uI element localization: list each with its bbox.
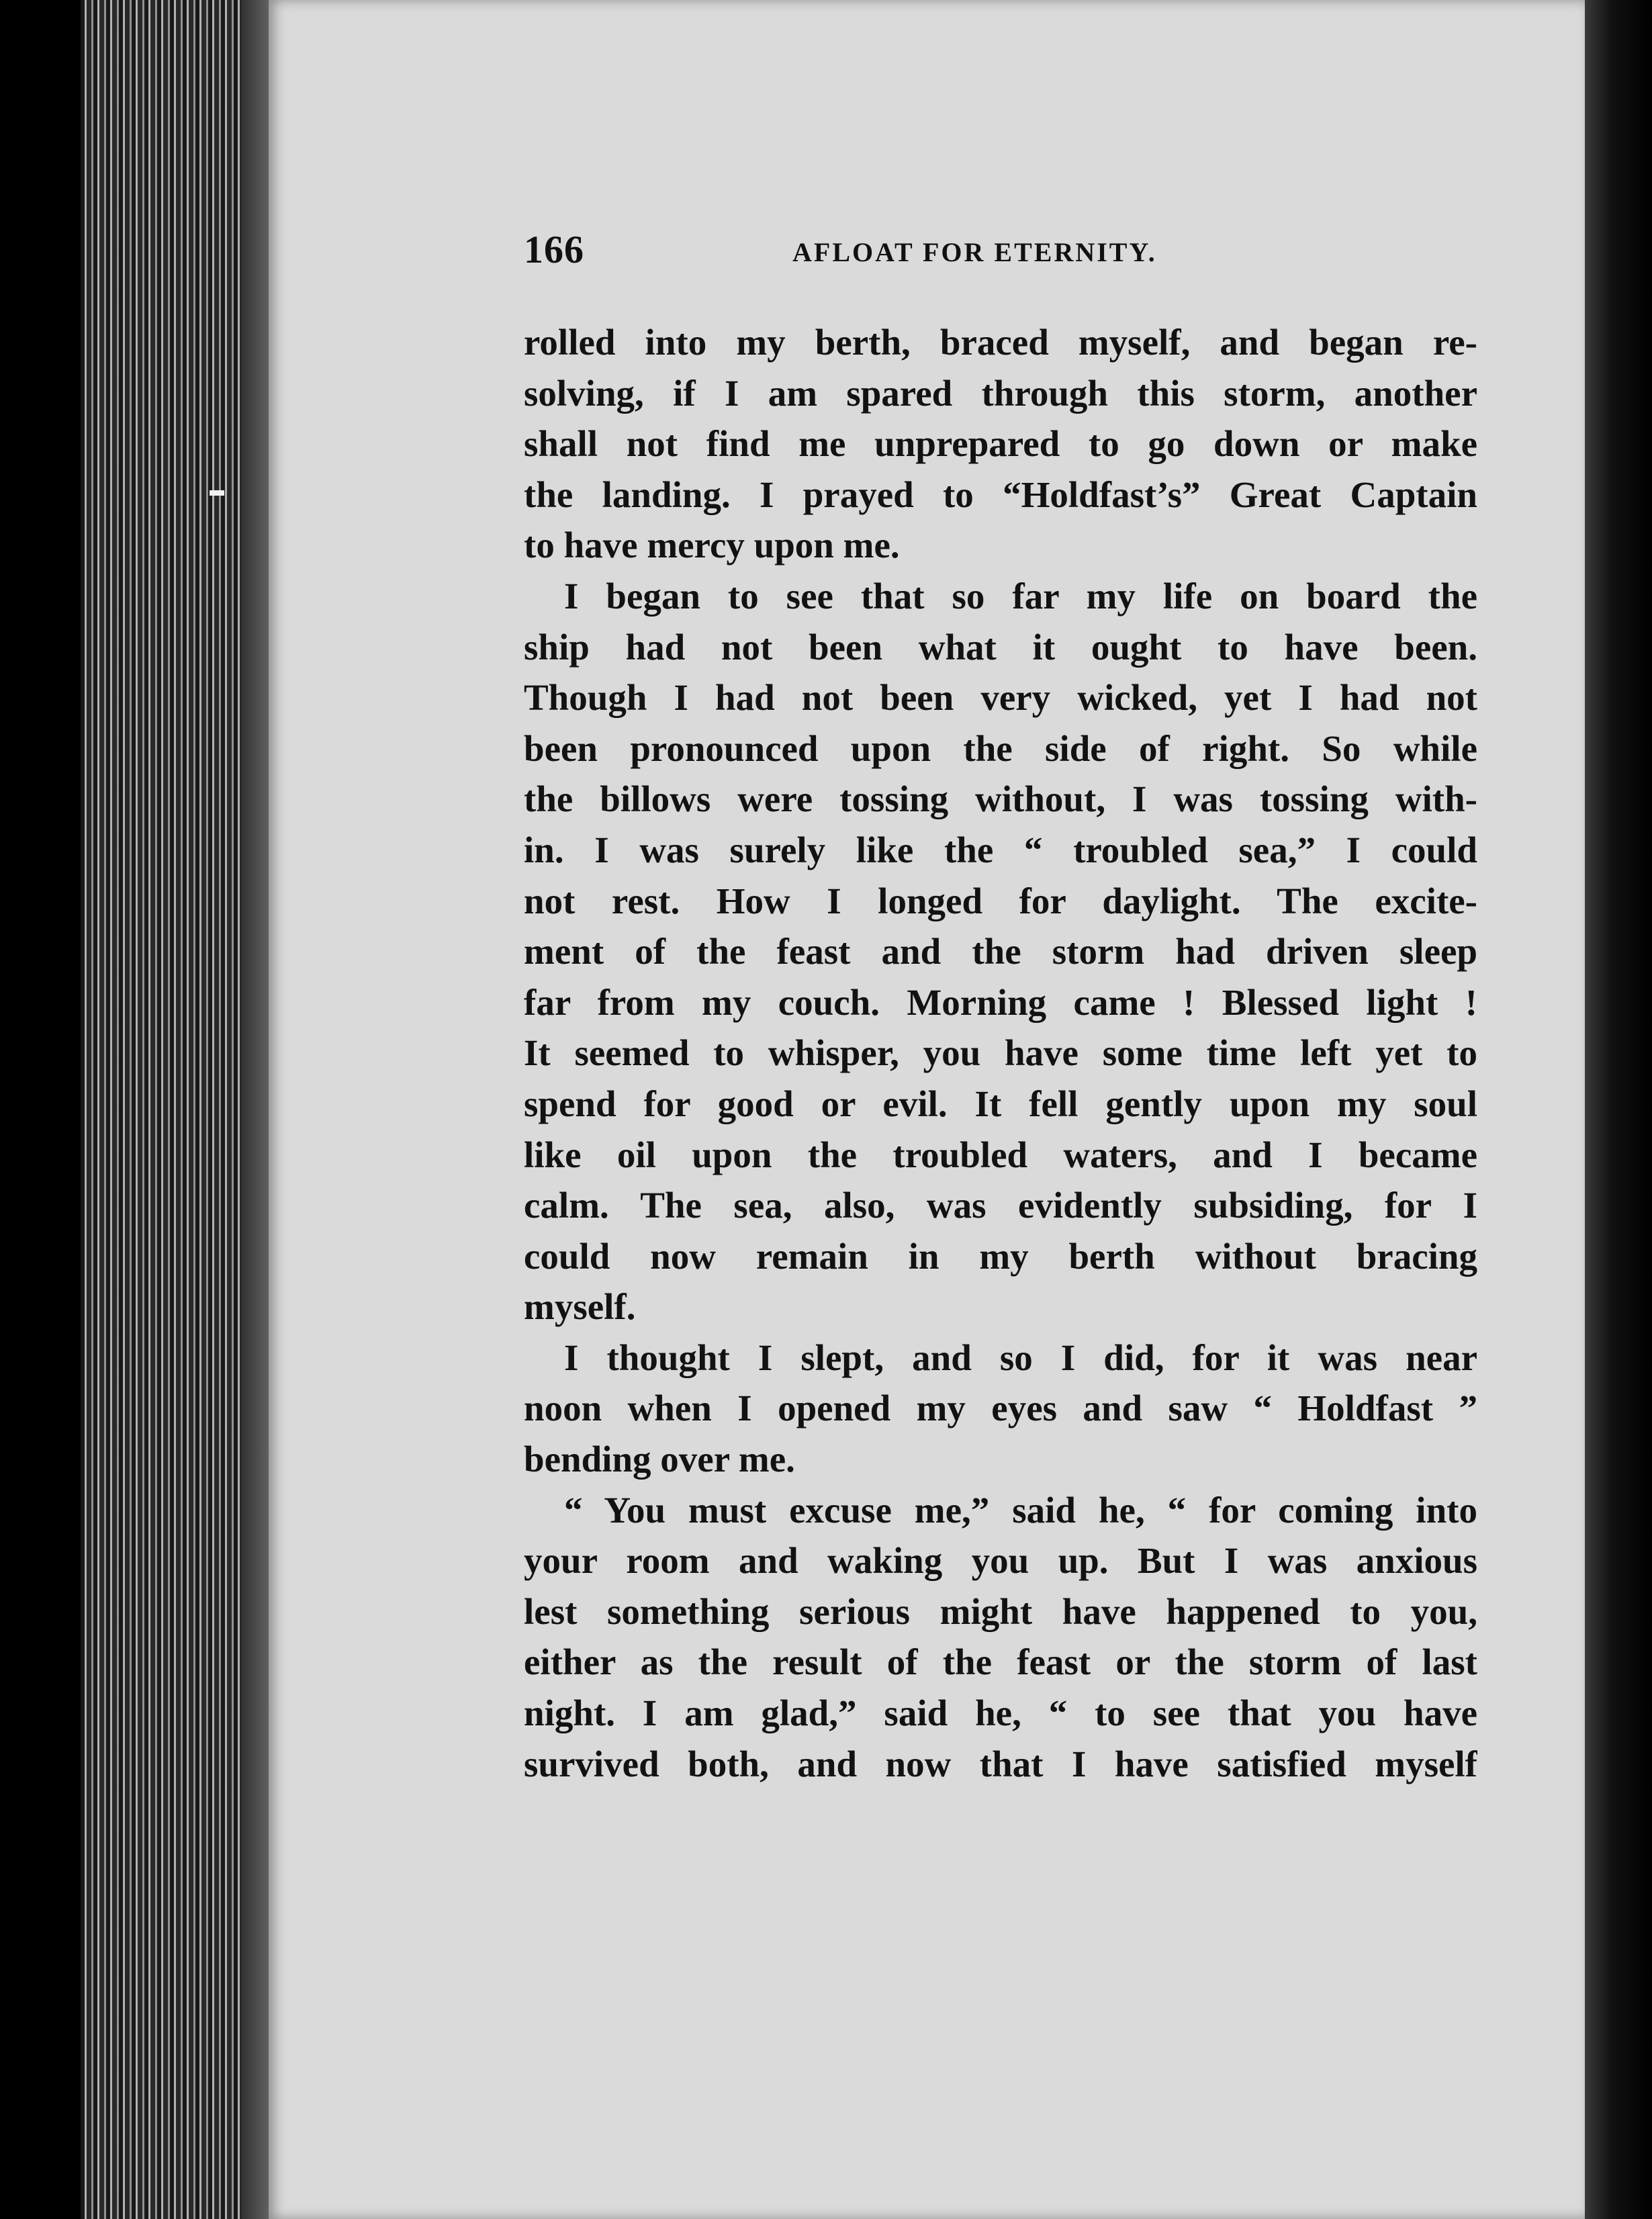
- text-line: rolled into my berth, braced myself, and began re-: [524, 322, 1477, 363]
- text-line: I thought I slept, and so I did, for it was near: [564, 1337, 1477, 1378]
- facing-page-edge: [1585, 0, 1652, 2219]
- text-line: “ You must excuse me,” said he, “ for coming into: [564, 1489, 1477, 1531]
- text-line: could now remain in my berth without bracing: [524, 1235, 1477, 1277]
- scan-speck: [210, 490, 224, 496]
- text-line: Though I had not been very wicked, yet I had not: [524, 677, 1477, 719]
- text-line: calm. The sea, also, was evidently subsiding, for I: [524, 1185, 1477, 1226]
- text-line: like oil upon the troubled waters, and I became: [524, 1134, 1477, 1175]
- text-line: It seemed to whisper, you have some time left yet to: [524, 1032, 1477, 1074]
- body-text: [524, 317, 1477, 1789]
- text-line: bending over me.: [524, 1439, 795, 1480]
- text-line: ment of the feast and the storm had driven sleep: [524, 931, 1477, 972]
- text-line: in. I was surely like the “ troubled sea,” I could: [524, 829, 1477, 870]
- text-line: night. I am glad,” said he, “ to see that you have: [524, 1692, 1477, 1734]
- page-header: [524, 227, 1484, 281]
- text-line: I began to see that so far my life on board the: [564, 575, 1477, 617]
- text-line: to have mercy upon me.: [524, 525, 900, 566]
- text-line: far from my couch. Morning came ! Blessed light !: [524, 981, 1477, 1023]
- running-head: AFLOAT FOR ETERNITY.: [792, 237, 1157, 267]
- text-line: survived both, and now that I have satisfied myself: [524, 1743, 1477, 1784]
- text-line: the landing. I prayed to “Holdfast’s” Great Captain: [524, 473, 1477, 515]
- text-line: been pronounced upon the side of right. So while: [524, 727, 1477, 769]
- page-number: 166: [524, 228, 584, 271]
- text-line: not rest. How I longed for daylight. The excite-: [524, 880, 1477, 921]
- text-line: your room and waking you up. But I was anxious: [524, 1540, 1477, 1582]
- text-line: myself.: [524, 1286, 636, 1328]
- text-line: lest something serious might have happened to you,: [524, 1590, 1477, 1632]
- text-line: shall not find me unprepared to go down or make: [524, 423, 1477, 465]
- text-line: noon when I opened my eyes and saw “ Holdfast ”: [524, 1388, 1477, 1429]
- text-line: the billows were tossing without, I was tossing with-: [524, 778, 1477, 820]
- text-line: ship had not been what it ought to have been.: [524, 626, 1477, 668]
- text-line: spend for good or evil. It fell gently upon my soul: [524, 1083, 1477, 1124]
- text-line: either as the result of the feast or the storm of last: [524, 1641, 1477, 1683]
- text-line: solving, if I am spared through this storm, another: [524, 372, 1477, 414]
